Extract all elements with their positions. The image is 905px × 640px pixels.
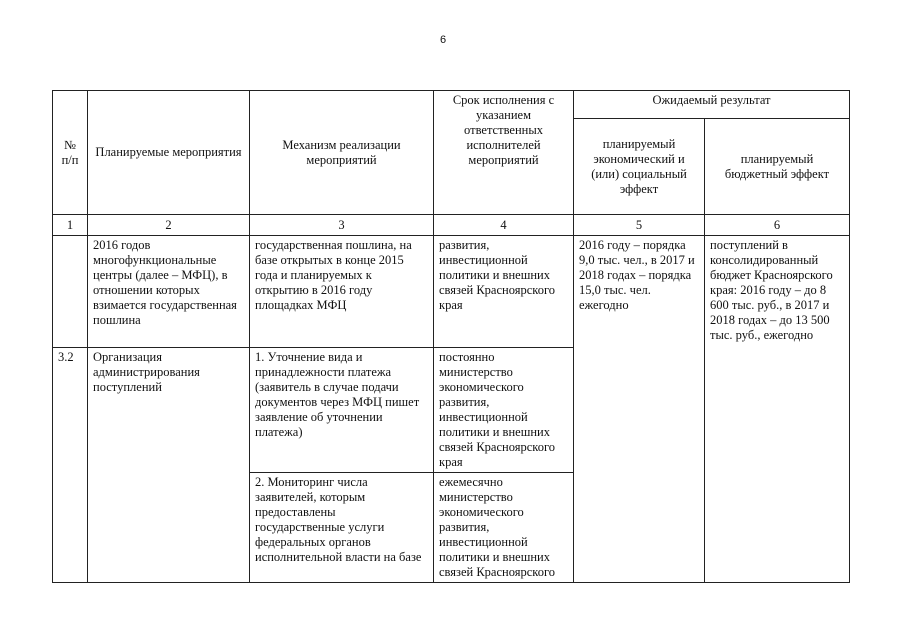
row-activity: 2016 годов многофункциональные центры (далее – МФЦ), в отношении которых взимается государственная пошлина [88, 236, 250, 348]
header-deadline: Срок исполнения с указанием ответственных исполнителей мероприятий [434, 91, 574, 215]
row-budget-effect: поступлений в консолидированный бюджет Красноярского края: 2016 году – до 8 600 тыс. руб., в 2017 и 2018 годах – до 13 500 тыс. руб., ежегодно [705, 236, 850, 583]
table-row [53, 236, 850, 348]
header-expected-result: Ожидаемый результат [574, 91, 850, 119]
row-mechanism: государственная пошлина, на базе открытых в конце 2015 года и планируемых к открытию в 2016 году площадках МФЦ [250, 236, 434, 348]
row-mechanism: 2. Мониторинг числа заявителей, которым предоставлены государственные услуги федеральных органов исполнительной власти на базе [250, 473, 434, 583]
measures-table [52, 90, 850, 583]
row-economic-effect: 2016 году – порядка 9,0 тыс. чел., в 2017 и 2018 годах – порядка 15,0 тыс. чел. ежегодно [574, 236, 705, 583]
column-number: 3 [250, 215, 434, 236]
column-number: 5 [574, 215, 705, 236]
column-number: 1 [53, 215, 88, 236]
row-number: 3.2 [53, 348, 88, 583]
row-deadline: постоянно министерство экономического развития, инвестиционной политики и внешних связей Красноярского края [434, 348, 574, 473]
header-num: № п/п [53, 91, 88, 215]
row-activity: Организация администрирования поступлений [88, 348, 250, 583]
column-number: 6 [705, 215, 850, 236]
column-number: 2 [88, 215, 250, 236]
page-number: 6 [440, 34, 447, 46]
header-activities: Планируемые мероприятия [88, 91, 250, 215]
row-number [53, 236, 88, 348]
header-mechanism: Механизм реализации мероприятий [250, 91, 434, 215]
row-deadline: развития, инвестиционной политики и внешних связей Красноярского края [434, 236, 574, 348]
header-economic-effect: планируемый экономический и (или) социальный эффект [574, 119, 705, 215]
row-deadline: ежемесячно министерство экономического развития, инвестиционной политики и внешних связей Красноярского [434, 473, 574, 583]
row-mechanism: 1. Уточнение вида и принадлежности платежа (заявитель в случае подачи документов через МФЦ пишет заявление об уточнении платежа) [250, 348, 434, 473]
header-budget-effect: планируемый бюджетный эффект [705, 119, 850, 215]
column-number: 4 [434, 215, 574, 236]
